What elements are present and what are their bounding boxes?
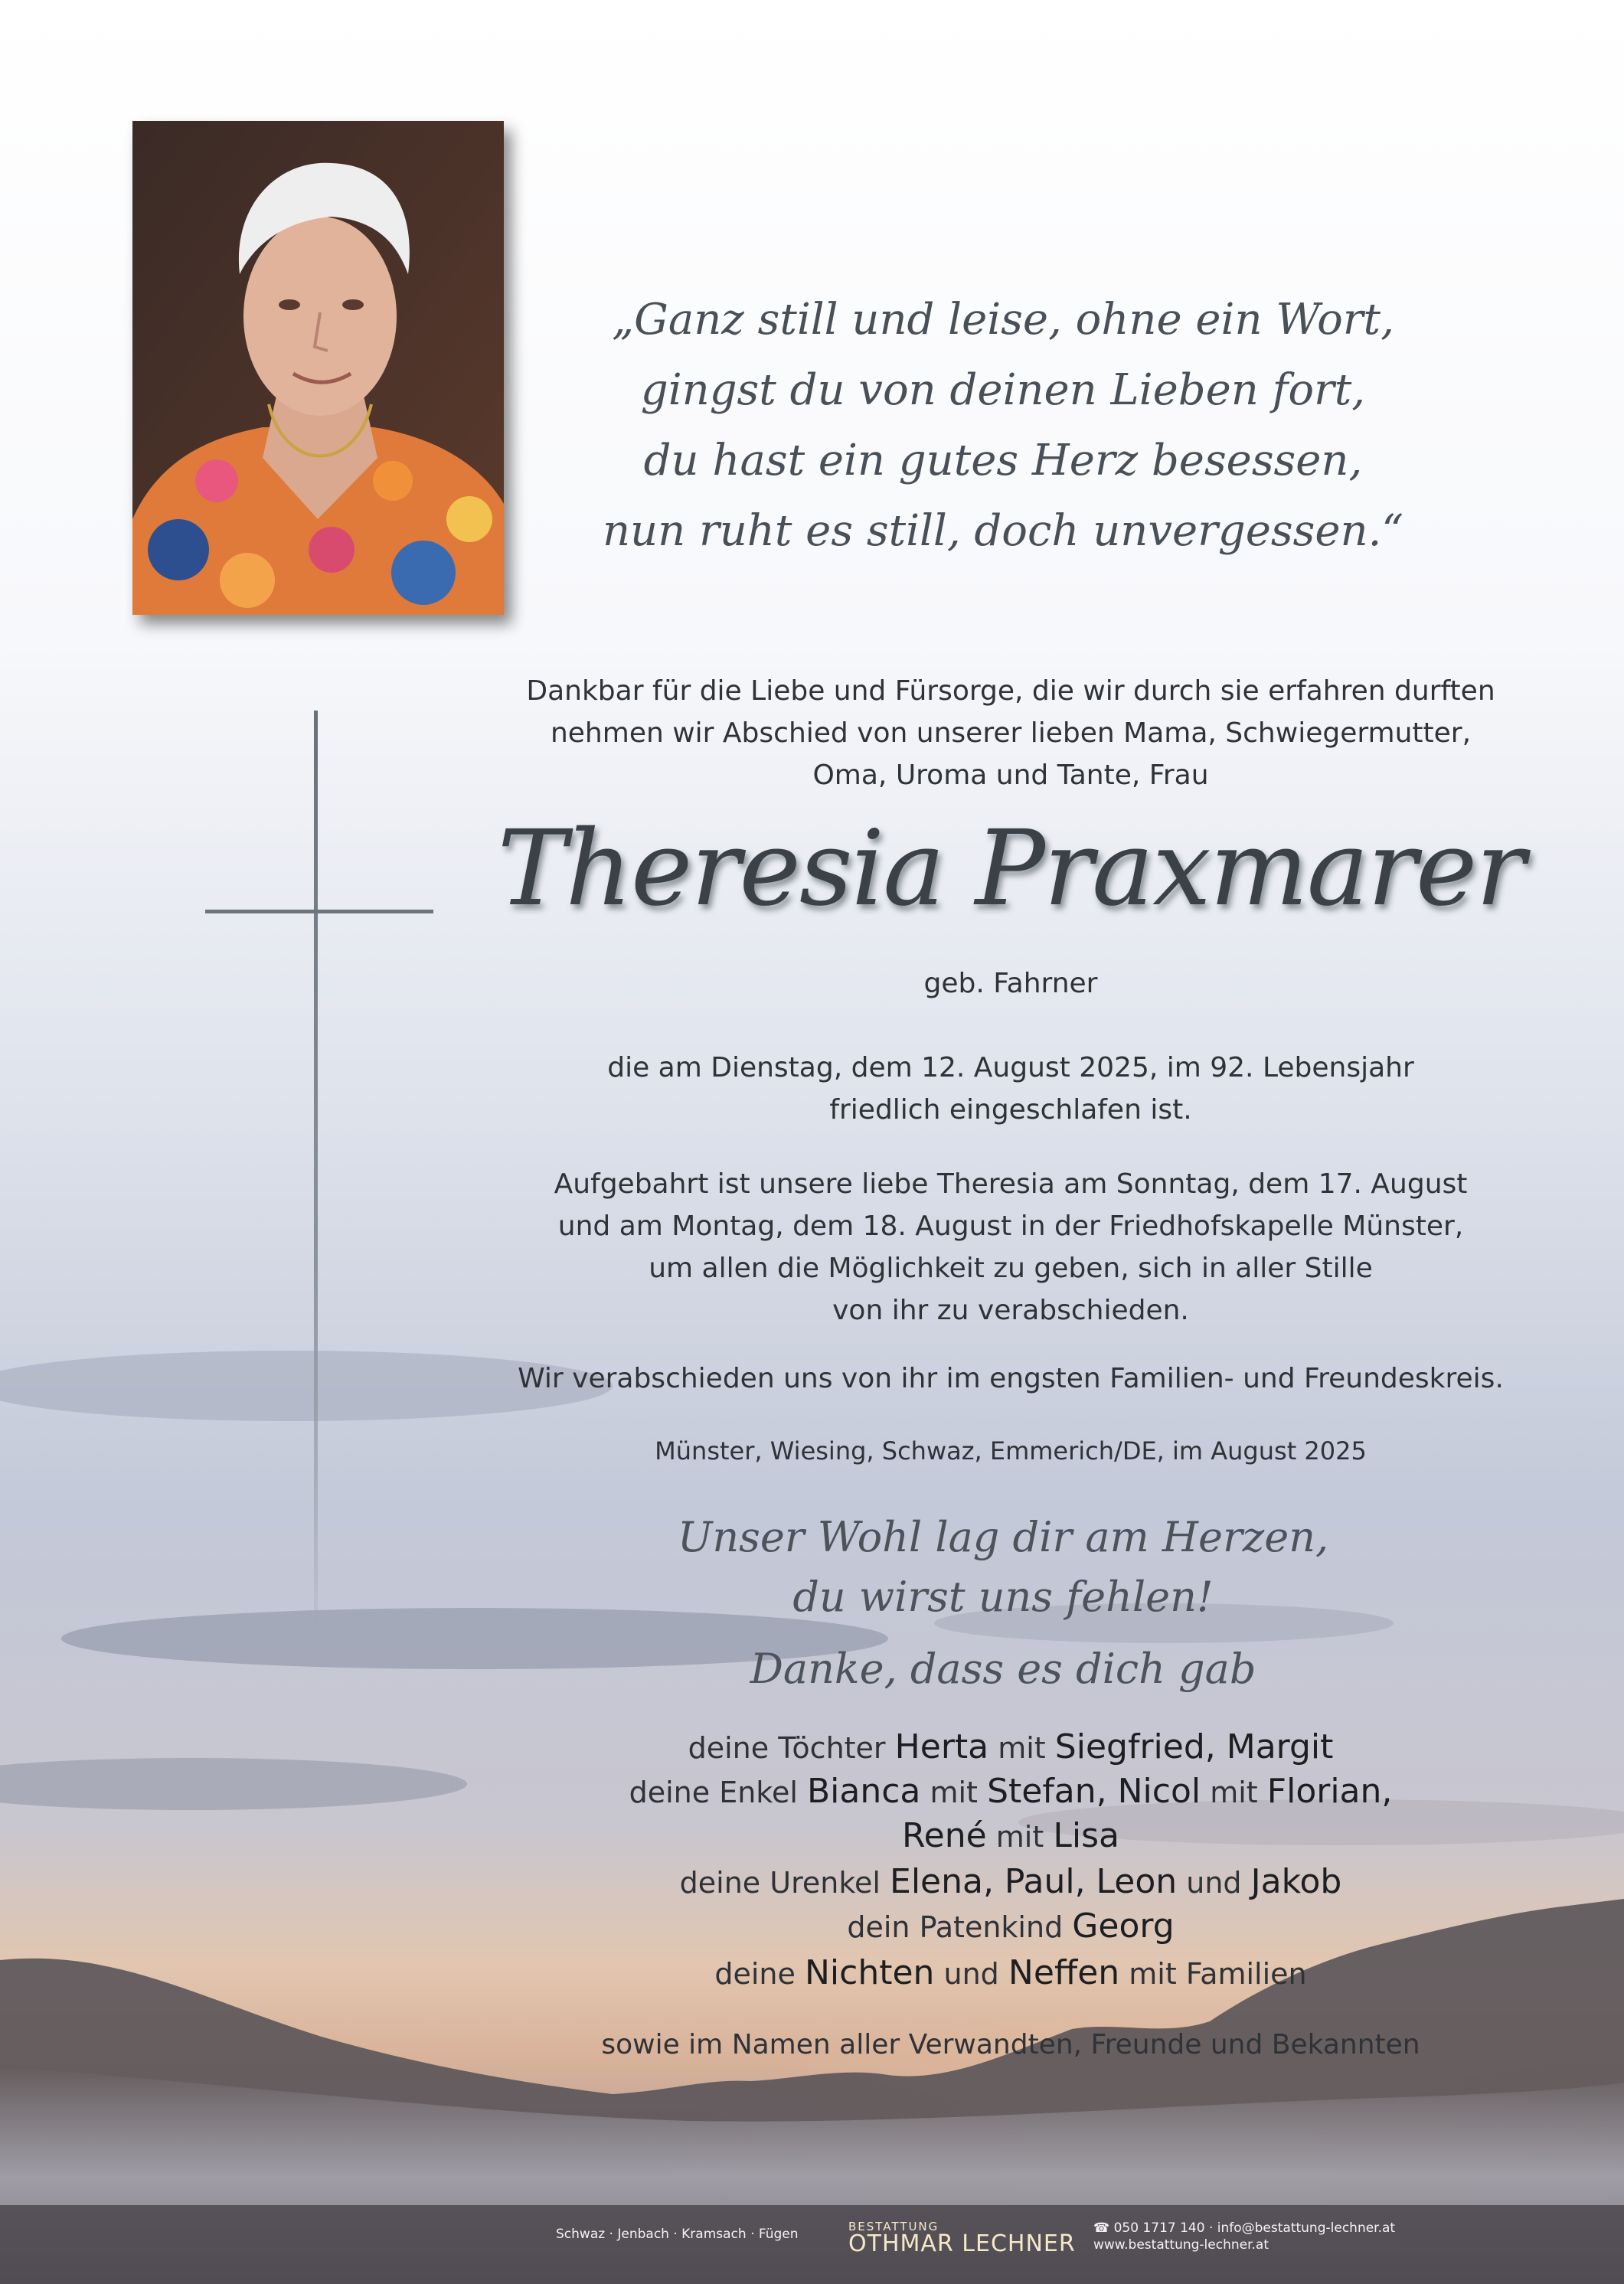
farewell-text: Wir verabschieden uns von ihr im engsten Familien- und Freundeskreis. — [518, 1363, 1504, 1394]
portrait-photo — [132, 121, 504, 615]
intro-line-2: nehmen wir Abschied von unserer lieben Mama, Schwiegermutter, — [550, 717, 1472, 749]
family-row-godchild: dein Patenkind Georg — [847, 1907, 1175, 1946]
poem-line-1: „Ganz still und leise, ohne ein Wort, — [612, 295, 1394, 345]
family-row-nieces-nephews: deine Nichten und Neffen mit Familien — [714, 1953, 1307, 1992]
closing-line-2: du wirst uns fehlen! — [792, 1573, 1214, 1621]
death-notice-line-1: die am Dienstag, dem 12. August 2025, im 92. Lebensjahr — [607, 1052, 1414, 1083]
death-notice-line-2: friedlich eingeschlafen ist. — [829, 1094, 1192, 1126]
cross-icon-crossbar — [205, 910, 433, 913]
funeral-home-logo — [848, 2220, 1076, 2256]
deceased-name: Theresia Praxmarer — [497, 809, 1524, 930]
place-date: Münster, Wiesing, Schwaz, Emmerich/DE, im August 2025 — [655, 1436, 1367, 1465]
poem-line-3: du hast ein gutes Herz besessen, — [643, 436, 1363, 485]
poem-line-2: gingst du von deinen Lieben fort, — [640, 365, 1366, 415]
cross-icon — [314, 711, 318, 1623]
family-row-grandchildren: deine Enkel Bianca mit Stefan, Nicol mit Florian, — [629, 1772, 1393, 1811]
viewing-line-3: um allen die Möglichkeit zu geben, sich in aller Stille — [649, 1253, 1373, 1284]
family-row-grandchildren-cont: René mit Lisa — [902, 1816, 1119, 1855]
family-row-great-grandchildren: deine Urenkel Elena, Paul, Leon und Jakob — [679, 1862, 1342, 1901]
intro-line-1: Dankbar für die Liebe und Fürsorge, die wir durch sie erfahren durften — [526, 675, 1495, 707]
footer-locations: Schwaz · Jenbach · Kramsach · Fügen — [556, 2227, 799, 2242]
intro-line-3: Oma, Uroma und Tante, Frau — [812, 760, 1209, 791]
birth-name: geb. Fahrner — [923, 968, 1098, 999]
viewing-line-4: von ihr zu verabschieden. — [832, 1295, 1189, 1326]
brand-small: BESTATTUNG — [848, 2220, 939, 2233]
brand-big: OTHMAR LECHNER — [848, 2230, 1076, 2257]
footer-phone-email: ☎ 050 1717 140 · info@bestattung-lechner.at — [1093, 2220, 1396, 2236]
poem-line-4: nun ruht es still, doch unvergessen.“ — [602, 506, 1404, 556]
viewing-line-2: und am Montag, dem 18. August in der Friedhofskapelle Münster, — [557, 1211, 1464, 1242]
footer-website: www.bestattung-lechner.at — [1093, 2237, 1269, 2253]
family-row-daughters: deine Töchter Herta mit Siegfried, Margit — [688, 1727, 1334, 1766]
closing-line-3: Danke, dass es dich gab — [750, 1645, 1256, 1693]
closing-line-1: Unser Wohl lag dir am Herzen, — [677, 1513, 1329, 1561]
relatives-line: sowie im Namen aller Verwandten, Freunde und Bekannten — [601, 2029, 1420, 2060]
viewing-line-1: Aufgebahrt ist unsere liebe Theresia am Sonntag, dem 17. August — [554, 1168, 1468, 1200]
